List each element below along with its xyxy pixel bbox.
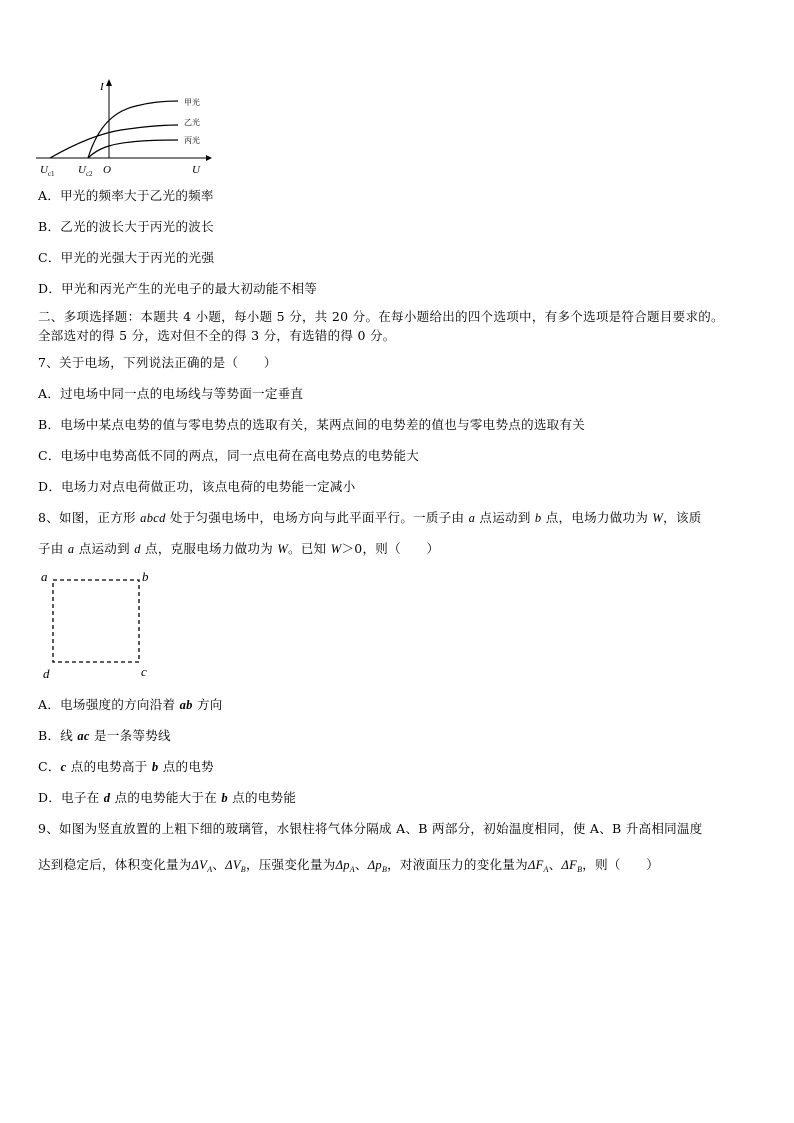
q8-stem-line1: 8、如图，正方形 abcd 处于匀强电场中，电场方向与此平面平行。一质子由 a 点运动到 b 点，电场力做功为 W，该质 [38, 510, 702, 525]
q7-option-d: D．电场力对点电荷做正功，该点电荷的电势能一定减小 [38, 479, 356, 494]
vertex-a-label: a [41, 569, 48, 584]
q7-option-b: B．电场中某点电势的值与零电势点的选取有关，某两点间的电势差的值也与零电势点的选取有关 [38, 417, 586, 432]
axis-u-label: U [192, 164, 200, 176]
section2-line1: 二、多项选择题：本题共 4 小题，每小题 5 分，共 20 分。在每小题给出的四个选项中，有多个选项是符合题目要求的。 [38, 309, 724, 324]
curve-label-yi: 乙光 [184, 118, 200, 127]
square-abcd-figure [38, 568, 158, 684]
q7-stem: 7、关于电场，下列说法正确的是（ ） [38, 355, 277, 370]
axis-i-label: I [100, 81, 104, 93]
vertex-b-label: b [142, 569, 149, 584]
q7-option-a: A．过电场中同一点的电场线与等势面一定垂直 [38, 386, 304, 401]
curve-yi [50, 125, 178, 158]
section2-line2: 全部选对的得 5 分，选对但不全的得 3 分，有选错的得 0 分。 [38, 328, 396, 343]
uc1-label: $U_{c1}$ [40, 164, 55, 178]
q8-stem-line2: 子由 a 点运动到 d 点，克服电场力做功为 W。已知 W＞0，则（ ） [38, 541, 440, 556]
curve-label-jia: 甲光 [184, 98, 200, 107]
q8-option-b: B．线 ac 是一条等势线 [38, 728, 171, 743]
q6-option-c: C．甲光的光强大于丙光的光强 [38, 250, 215, 265]
vertex-d-label: d [43, 666, 50, 681]
curve-label-bing: 丙光 [184, 136, 200, 145]
vertex-c-label: c [141, 664, 147, 679]
q6-option-a: A．甲光的频率大于乙光的频率 [38, 188, 214, 203]
curve-jia [88, 101, 178, 158]
q9-stem-line1: 9、如图为竖直放置的上粗下细的玻璃管，水银柱将气体分隔成 A、B 两部分，初始温度相同，使 A、B 升高相同温度 [38, 821, 703, 836]
q8-option-a: A．电场强度的方向沿着 ab 方向 [38, 697, 223, 712]
q8-option-d: D．电子在 d 点的电势能大于在 b 点的电势能 [38, 790, 297, 805]
q9-stem-line2: 达到稳定后，体积变化量为$\Delta V_A$、$\Delta V_B$，压强变化量为$\Delta p_A$、$\Delta p_B$，对液面压力的变化量为$\Delta F_A$、$\Delta F_B$，则（ ） [38, 857, 660, 874]
dashed-square [53, 580, 139, 662]
curve-bing [88, 140, 178, 158]
origin-label: O [103, 164, 111, 176]
q6-option-b: B．乙光的波长大于丙光的波长 [38, 219, 214, 234]
q6-option-d: D．甲光和丙光产生的光电子的最大初动能不相等 [38, 281, 318, 296]
uc2-label: $U_{c2}$ [78, 164, 93, 178]
photoelectric-iu-graph [36, 76, 216, 180]
x-axis-arrow [206, 155, 212, 161]
q7-option-c: C．电场中电势高低不同的两点，同一点电荷在高电势点的电势能大 [38, 448, 420, 463]
y-axis-arrow [106, 79, 112, 86]
q8-option-c: C．c 点的电势高于 b 点的电势 [38, 759, 214, 774]
